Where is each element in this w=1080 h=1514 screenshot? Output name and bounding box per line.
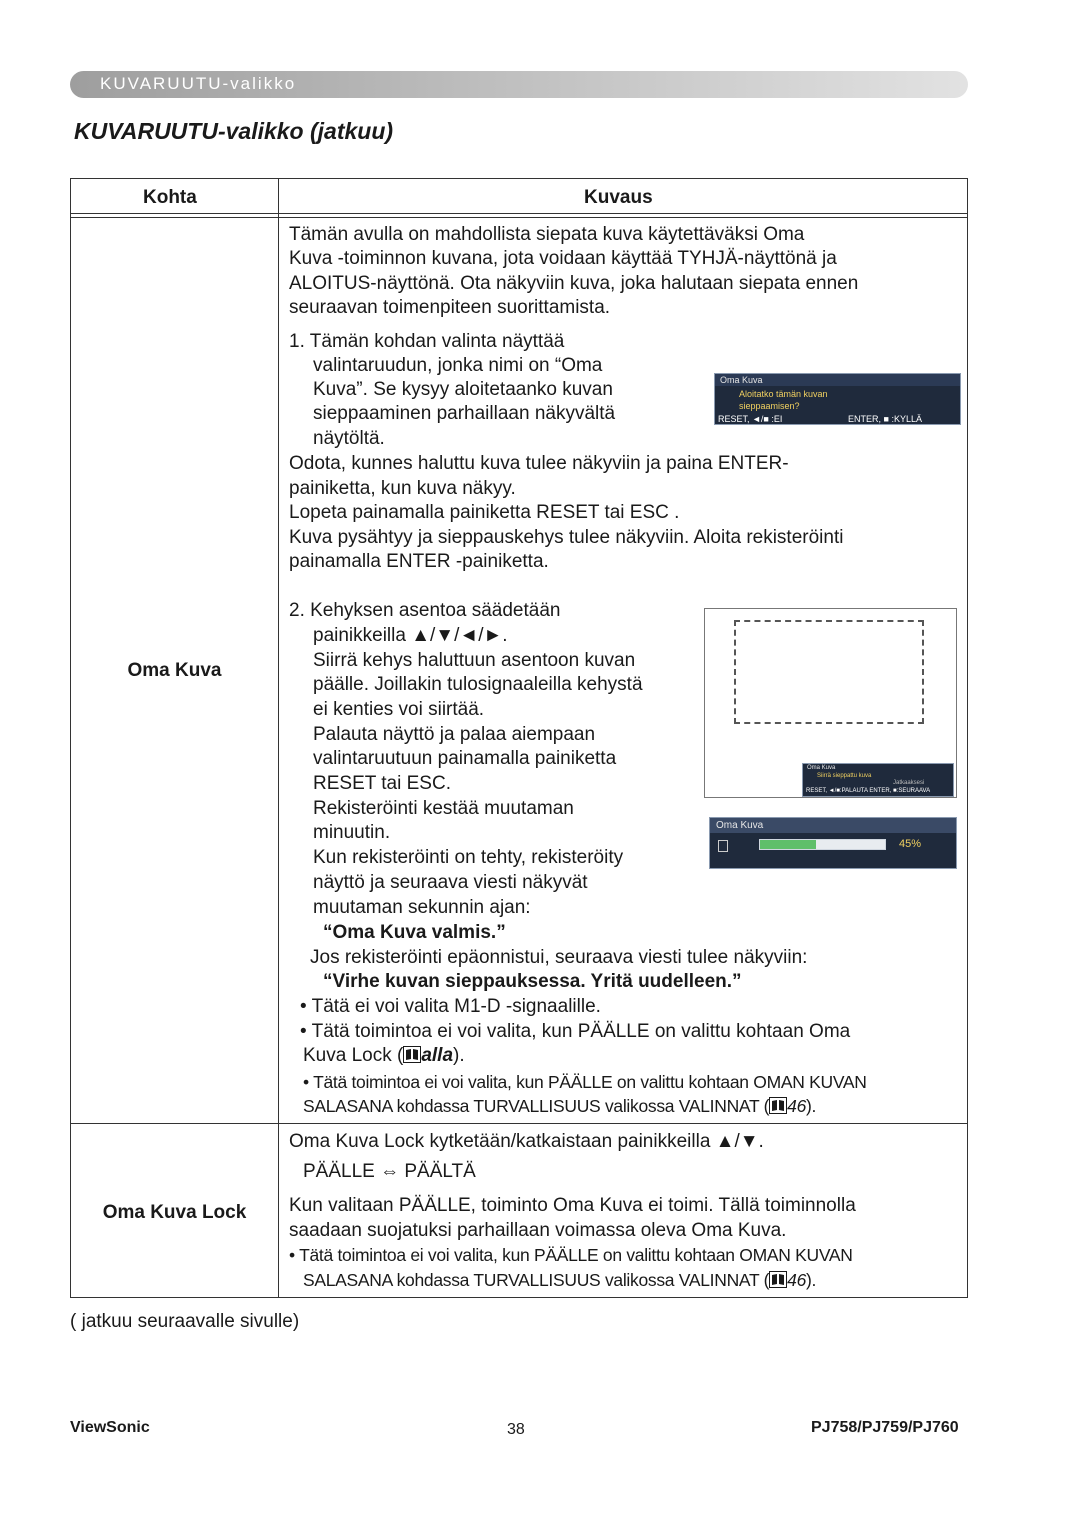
- lock-note-line: SALASANA kohdassa TURVALLISUUS valikossa VALINNAT ( 46).: [303, 1270, 817, 1290]
- note-line: • Tätä toimintoa ei voi valita, kun PÄÄLLE on valittu kohtaan OMAN KUVAN: [303, 1072, 867, 1092]
- section-header-bar: [70, 71, 968, 98]
- desc-line: painiketta, kun kuva näkyy.: [289, 478, 516, 499]
- desc-line: Jos rekisteröinti epäonnistui, seuraava viesti tulee näkyviin:: [310, 947, 808, 968]
- step-2-line: painikkeilla ▲/▼/◄/►.: [313, 625, 508, 646]
- dialog-keys: RESET, ◄/■:PALAUTA ENTER, ■:SEURAAVA: [806, 788, 931, 794]
- step-1-line: 1. Tämän kohdan valinta näyttää: [289, 331, 565, 352]
- step-2-line: näyttö ja seuraava viesti näkyvät: [313, 872, 588, 893]
- dialog-sub: Jatkaaksesi: [893, 780, 925, 786]
- dialog-message: Aloitatko tämän kuvan: [739, 389, 828, 399]
- success-message: “Oma Kuva valmis.”: [323, 922, 506, 943]
- step-1-line: näytöltä.: [313, 428, 385, 449]
- dialog-title: Oma Kuva: [716, 820, 764, 831]
- page-title: KUVARUUTU-valikko (jatkuu): [74, 118, 394, 144]
- desc-line: Odota, kunnes haluttu kuva tulee näkyviin ja paina ENTER-: [289, 453, 789, 474]
- page-number: 38: [507, 1421, 525, 1438]
- step-2-line: päälle. Joillakin tulosignaaleilla kehystä: [313, 674, 643, 695]
- progress-bar: [759, 839, 886, 850]
- continuation-note: ( jatkuu seuraavalle sivulle): [70, 1311, 300, 1332]
- ref-link-below[interactable]: alla: [421, 1045, 454, 1066]
- column-header-description: Kuvaus: [584, 187, 653, 208]
- row-label-oma-kuva-lock: Oma Kuva Lock: [102, 1202, 247, 1223]
- step-1-line: valintaruudun, jonka nimi on “Oma: [313, 355, 603, 376]
- dialog-yes-key: ENTER, ■ :KYLLÄ: [848, 414, 922, 424]
- step-2-line: Kun rekisteröinti on tehty, rekisteröity: [313, 847, 624, 868]
- section-label: KUVARUUTU-valikko: [100, 74, 297, 93]
- column-header-item: Kohta: [143, 187, 197, 208]
- step-1-line: Kuva”. Se kysyy aloitetaanko kuvan: [313, 379, 613, 400]
- capture-frame-illustration: [704, 608, 957, 798]
- note-line: Kuva Lock ( alla).: [303, 1045, 465, 1066]
- footer-brand: ViewSonic: [70, 1419, 150, 1436]
- error-message: “Virhe kuvan sieppauksessa. Yritä uudelleen.”: [323, 971, 742, 992]
- progress-fill: [760, 840, 816, 849]
- progress-percent: 45%: [899, 838, 922, 850]
- registration-progress-dialog: [709, 817, 957, 869]
- step-2-line: valintaruutuun painamalla painiketta: [313, 748, 617, 769]
- book-icon: [403, 1046, 421, 1063]
- step-2-line: ei kenties voi siirtää.: [313, 699, 485, 720]
- desc-line: painamalla ENTER -painiketta.: [289, 551, 549, 572]
- step-2-line: Siirrä kehys haluttuun asentoon kuvan: [313, 650, 636, 671]
- step-2-line: muutaman sekunnin ajan:: [313, 897, 531, 918]
- desc-line: seuraavan toimenpiteen suorittamista.: [289, 297, 611, 318]
- ref-link-page-46[interactable]: 46: [787, 1270, 807, 1290]
- desc-line: Kuva pysähtyy ja sieppauskehys tulee näkyviin. Aloita rekisteröinti: [289, 527, 844, 548]
- note-line: SALASANA kohdassa TURVALLISUUS valikossa VALINNAT ( 46).: [303, 1096, 817, 1116]
- lock-options: PÄÄLLE ⇔ PÄÄLTÄ: [303, 1161, 476, 1182]
- step-2-line: RESET tai ESC.: [313, 773, 451, 794]
- dialog-message: Siirrä sieppattu kuva: [817, 773, 872, 779]
- lock-desc-line: saadaan suojatuksi parhaillaan voimassa oleva Oma Kuva.: [289, 1220, 787, 1241]
- footer-model: PJ758/PJ759/PJ760: [811, 1419, 959, 1436]
- lock-desc-line: Oma Kuva Lock kytketään/katkaistaan painikkeilla ▲/▼.: [289, 1131, 764, 1152]
- step-2-line: minuutin.: [313, 822, 391, 843]
- frame-dialog: [802, 763, 954, 797]
- note-line: • Tätä toimintoa ei voi valita, kun PÄÄLLE on valittu kohtaan Oma: [300, 1021, 851, 1042]
- lock-desc-line: Kun valitaan PÄÄLLE, toiminto Oma Kuva ei toimi. Tällä toiminnolla: [289, 1195, 856, 1216]
- desc-line: Kuva -toiminnon kuvana, jota voidaan käyttää TYHJÄ-näyttönä ja: [289, 248, 837, 269]
- row-label-oma-kuva: Oma Kuva: [127, 660, 222, 681]
- step-2-line: Rekisteröinti kestää muutaman: [313, 798, 574, 819]
- lock-note-line: • Tätä toimintoa ei voi valita, kun PÄÄLLE on valittu kohtaan OMAN KUVAN: [289, 1245, 853, 1265]
- ref-link-page-46[interactable]: 46: [787, 1096, 807, 1116]
- book-icon: [769, 1097, 787, 1114]
- book-icon: [769, 1271, 787, 1288]
- dialog-message: sieppaamisen?: [739, 401, 800, 411]
- note-line: • Tätä ei voi valita M1-D -signaalille.: [300, 996, 601, 1017]
- step-2-line: Palauta näyttö ja palaa aiempaan: [313, 724, 596, 745]
- desc-line: ALOITUS-näyttönä. Ota näkyviin kuva, joka halutaan siepata ennen: [289, 273, 859, 294]
- desc-line: Lopeta painamalla painiketta RESET tai ESC .: [289, 502, 680, 523]
- dialog-title: Oma Kuva: [807, 765, 836, 771]
- capture-start-dialog: [714, 373, 961, 425]
- step-2-line: 2. Kehyksen asentoa säädetään: [289, 600, 561, 621]
- dialog-no-key: RESET, ◄/■ :EI: [718, 414, 783, 424]
- capture-frame: [734, 620, 924, 724]
- lock-icon: [718, 840, 728, 852]
- dialog-title: Oma Kuva: [720, 375, 763, 385]
- step-1-line: sieppaaminen parhaillaan näkyvältä: [313, 403, 616, 424]
- desc-line: Tämän avulla on mahdollista siepata kuva käytettäväksi Oma: [289, 224, 805, 245]
